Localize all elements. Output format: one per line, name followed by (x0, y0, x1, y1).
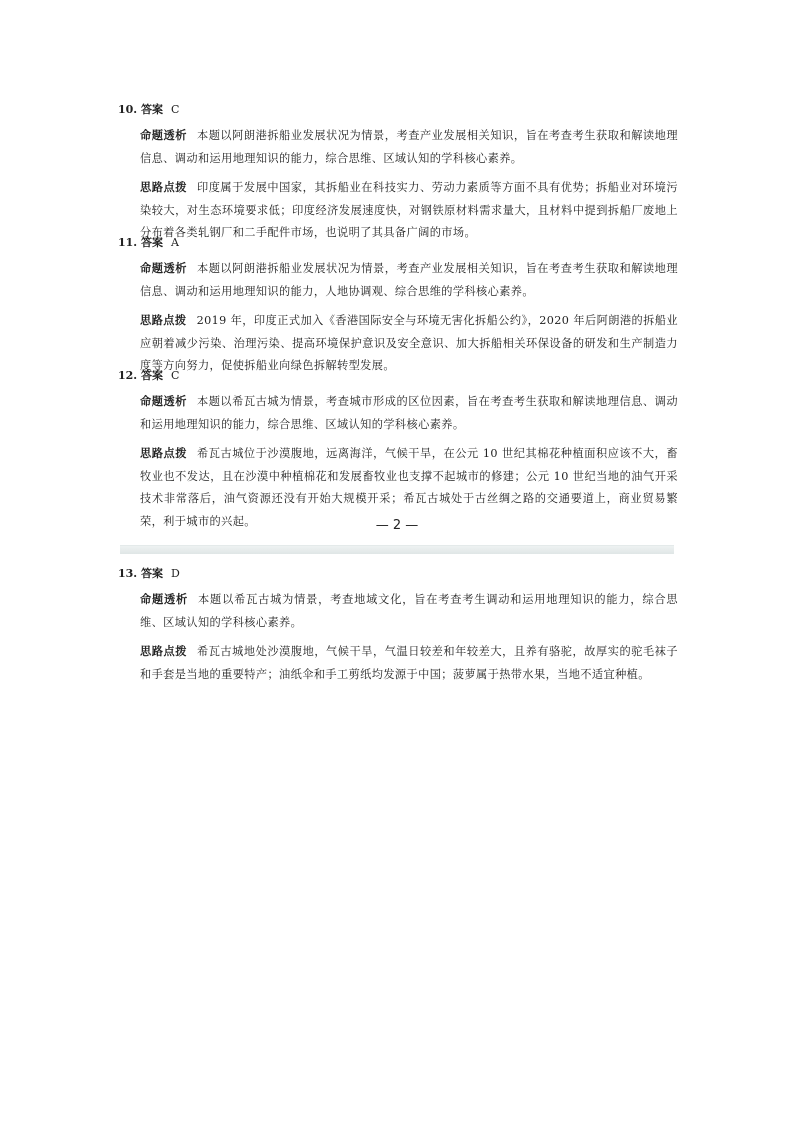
page-number: — 2 — (375, 518, 419, 533)
solution-hint-text: 2019 年，印度正式加入《香港国际安全与环境无害化拆船公约》，2020 年后阿朗港的拆船业应朝着减少污染、治理污染、提高环境保护意识及安全意识、加大拆船相关环保设备的研发和生产制造力度等方向努力，促使拆船业向绿色拆解转型发展。 (140, 314, 679, 372)
answer-block-10 (118, 103, 678, 245)
proposition-analysis-label: 命题透析 (140, 395, 187, 408)
question-number: 13. 答案 (118, 567, 163, 580)
solution-hint-label: 思路点拨 (140, 645, 187, 658)
solution-hint-label: 思路点拨 (140, 181, 187, 194)
answer-block-13 (118, 567, 678, 686)
answer-letter: C (170, 103, 180, 116)
answer-header (118, 103, 678, 117)
solution-hint-text: 希瓦古城位于沙漠腹地，远离海洋，气候干旱，在公元 10 世纪其棉花种植面积应该不大，畜牧业也不发达，且在沙漠中种植棉花和发展畜牧业也支撑不起城市的修建；公元 10 世纪当地的油气开采技术非常落后，油气资源还没有开始大规模开采；希瓦古城处于古丝绸之路的交通要道上，商业贸易繁荣，利于城市的兴起。 (140, 447, 678, 528)
solution-hint-text: 希瓦古城地处沙漠腹地，气候干旱，气温日较差和年较差大，且养有骆驼，故厚实的驼毛袜子和手套是当地的重要特产；油纸伞和手工剪纸均发源于中国；菠萝属于热带水果，当地不适宜种植。 (140, 645, 678, 681)
proposition-analysis-text: 本题以希瓦古城为情景，考查城市形成的区位因素，旨在考查考生获取和解读地理信息、调动和运用地理知识的能力，综合思维、区域认知的学科核心素养。 (140, 395, 678, 431)
answer-block-11 (118, 236, 678, 378)
answer-letter: C (170, 369, 180, 382)
solution-hint-label: 思路点拨 (140, 314, 187, 327)
proposition-analysis (118, 391, 678, 436)
proposition-analysis (118, 589, 678, 634)
proposition-analysis-text: 本题以阿朗港拆船业发展状况为情景，考查产业发展相关知识，旨在考查考生获取和解读地理信息、调动和运用地理知识的能力，综合思维、区域认知的学科核心素养。 (140, 129, 678, 165)
solution-hint (118, 310, 678, 378)
answer-header (118, 567, 678, 581)
solution-hint-text: 印度属于发展中国家，其拆船业在科技实力、劳动力素质等方面不具有优势；拆船业对环境污染较大，对生态环境要求低；印度经济发展速度快，对钢铁原材料需求量大，且材料中提到拆船厂废地上分布着各类轧钢厂和二手配件市场，也说明了其具备广阔的市场。 (140, 181, 678, 239)
proposition-analysis (118, 125, 678, 170)
proposition-analysis-label: 命题透析 (140, 593, 189, 606)
question-number: 11. 答案 (118, 236, 163, 249)
proposition-analysis-label: 命题透析 (140, 129, 187, 142)
proposition-analysis-text: 本题以希瓦古城为情景，考查地域文化，旨在考查考生调动和运用地理知识的能力，综合思维、区域认知的学科核心素养。 (140, 593, 678, 629)
solution-hint (118, 641, 678, 686)
page-separator (120, 545, 674, 554)
question-number: 12. 答案 (118, 369, 163, 382)
answer-header (118, 369, 678, 383)
answer-letter: A (170, 236, 179, 249)
answer-letter: D (170, 567, 180, 580)
proposition-analysis (118, 258, 678, 303)
proposition-analysis-text: 本题以阿朗港拆船业发展状况为情景，考查产业发展相关知识，旨在考查考生获取和解读地理信息、调动和运用地理知识的能力，人地协调观、综合思维的学科核心素养。 (140, 262, 678, 298)
solution-hint (118, 177, 678, 245)
question-number: 10. 答案 (118, 103, 163, 116)
answer-block-12 (118, 369, 678, 533)
answer-header (118, 236, 678, 250)
proposition-analysis-label: 命题透析 (140, 262, 187, 275)
solution-hint-label: 思路点拨 (140, 447, 187, 460)
